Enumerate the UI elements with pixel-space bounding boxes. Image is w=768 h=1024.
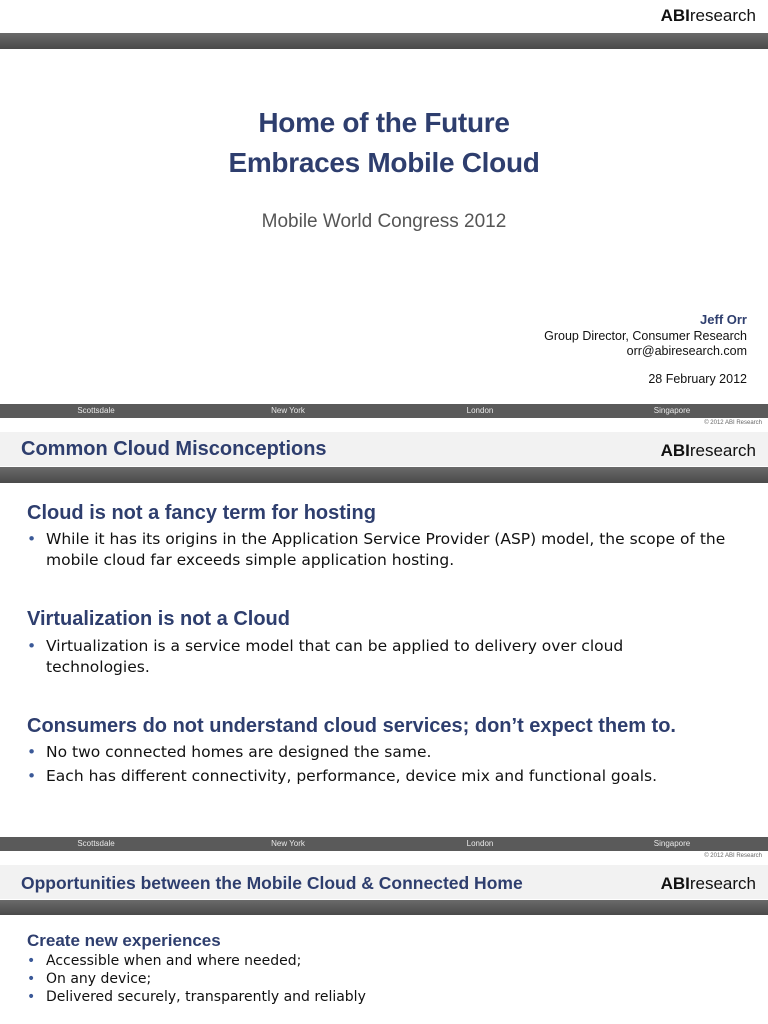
top-divider-bar	[0, 33, 768, 49]
logo-research: research	[689, 6, 756, 25]
bullet-dot: •	[27, 530, 37, 548]
slide3-header-title: Opportunities between the Mobile Cloud & Connected Home	[21, 873, 523, 893]
bullet-item	[27, 742, 747, 763]
bullet-item	[27, 970, 727, 988]
bullet-item	[27, 988, 727, 1006]
bullet-text: On any device;	[46, 971, 152, 987]
footer-cities-bar	[0, 404, 768, 418]
bullet-item	[27, 766, 757, 787]
slide-title-line2: Embraces Mobile Cloud	[228, 147, 540, 178]
logo-research: research	[689, 441, 756, 460]
section-heading: Create new experiences	[27, 931, 221, 950]
city-new-york: New York	[271, 839, 305, 848]
bullet-item	[27, 952, 727, 970]
bullet-text: Delivered securely, transparently and reliably	[46, 989, 366, 1005]
bullet-text: While it has its origins in the Application Service Provider (ASP) model, the scope of the mobile cloud far exceeds simple application hosting.	[46, 530, 726, 569]
city-scottsdale: Scottsdale	[77, 406, 115, 415]
presenter-title: Group Director, Consumer Research	[544, 329, 747, 343]
abi-research-logo	[661, 441, 756, 461]
slide3-header	[0, 865, 768, 899]
section-heading: Cloud is not a fancy term for hosting	[27, 502, 376, 524]
bullet-text: Each has different connectivity, performance, device mix and functional goals.	[46, 767, 658, 785]
bullet-dot: •	[27, 637, 37, 655]
bullet-dot: •	[27, 953, 36, 969]
bullet-dot: •	[27, 971, 36, 987]
city-singapore: Singapore	[653, 406, 691, 415]
footer-cities-bar	[0, 837, 768, 851]
slide2-header-title: Common Cloud Misconceptions	[21, 438, 327, 460]
bullet-dot: •	[27, 743, 37, 761]
logo-abi: ABI	[660, 874, 690, 893]
city-london: London	[466, 406, 494, 415]
presenter-email: orr@abiresearch.com	[626, 344, 747, 358]
logo-abi: ABI	[660, 6, 690, 25]
bullet-item	[27, 529, 727, 571]
bullet-text: Accessible when and where needed;	[46, 953, 302, 969]
logo-abi: ABI	[660, 441, 690, 460]
slide3-divider-bar	[0, 900, 768, 915]
slide2-divider-bar	[0, 467, 768, 483]
slide-subtitle: Mobile World Congress 2012	[261, 211, 507, 232]
abi-research-logo	[661, 874, 756, 894]
bullet-text: No two connected homes are designed the same.	[46, 743, 432, 761]
copyright: © 2012 ABI Research	[704, 420, 762, 426]
bullet-dot: •	[27, 989, 36, 1005]
presentation-date: 28 February 2012	[648, 372, 747, 386]
bullet-item	[27, 636, 727, 678]
slide2-header	[0, 432, 768, 466]
logo-research: research	[689, 874, 756, 893]
copyright: © 2012 ABI Research	[704, 853, 762, 859]
bullet-text: Virtualization is a service model that can be applied to delivery over cloud technologies.	[46, 637, 624, 676]
bullet-dot: •	[27, 767, 37, 785]
section-heading: Virtualization is not a Cloud	[27, 608, 290, 630]
city-singapore: Singapore	[653, 839, 691, 848]
city-london: London	[466, 839, 494, 848]
section-heading: Consumers do not understand cloud services; don’t expect them to.	[27, 715, 676, 737]
abi-research-logo	[661, 6, 756, 26]
slide-title-line1: Home of the Future	[258, 107, 510, 138]
city-new-york: New York	[271, 406, 305, 415]
city-scottsdale: Scottsdale	[77, 839, 115, 848]
presenter-name: Jeff Orr	[700, 312, 747, 327]
